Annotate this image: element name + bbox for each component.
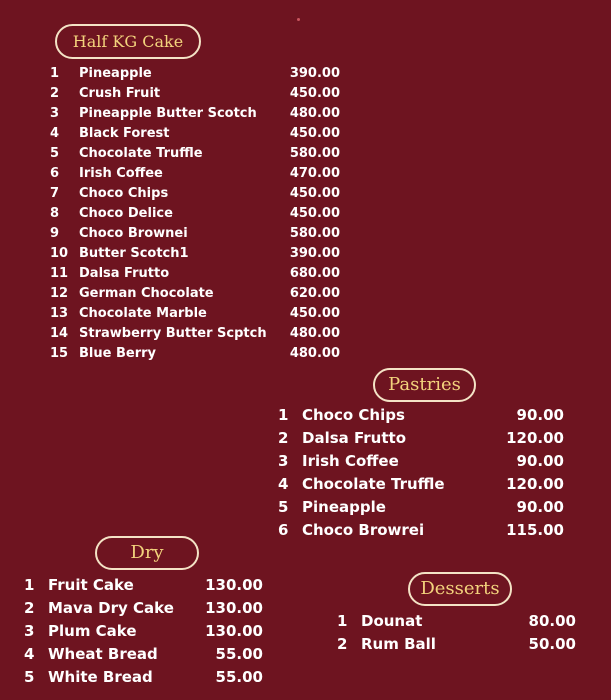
item-name: Pineapple Butter Scotch	[79, 106, 257, 121]
item-name: Black Forest	[79, 126, 170, 141]
item-name: Choco Browrei	[302, 521, 425, 539]
item-name: Choco Chips	[79, 186, 169, 201]
item-name: Pineapple	[79, 66, 152, 81]
pastries-title: Pastries	[388, 374, 461, 395]
menu-item-row	[50, 184, 340, 204]
item-number: 4	[24, 645, 35, 663]
item-name: Dalsa Frutto	[79, 266, 170, 281]
item-price: 55.00	[215, 668, 263, 686]
half-kg-cake-heading	[55, 24, 201, 59]
menu-item-row	[50, 224, 340, 244]
menu-item-row	[24, 643, 263, 666]
item-name: Chocolate Truffle	[302, 475, 445, 493]
menu-item-row	[50, 344, 340, 364]
item-price: 50.00	[528, 635, 576, 653]
item-price: 580.00	[289, 146, 340, 161]
item-price: 80.00	[528, 612, 576, 630]
menu-item-row	[278, 496, 564, 519]
menu-item-row	[50, 304, 340, 324]
item-name: Chocolate Marble	[79, 306, 207, 321]
item-price: 130.00	[205, 576, 263, 594]
item-name: Chocolate Truffle	[79, 146, 203, 161]
menu-item-row	[24, 574, 263, 597]
item-price: 450.00	[289, 86, 340, 101]
item-name: Crush Fruit	[79, 86, 161, 101]
menu-item-row	[24, 666, 263, 689]
dry-heading	[95, 536, 199, 570]
item-price: 90.00	[516, 452, 564, 470]
item-name: Rum Ball	[361, 635, 436, 653]
menu-item-row	[50, 204, 340, 224]
item-name: Pineapple	[302, 498, 386, 516]
item-number: 11	[50, 266, 69, 281]
item-number: 5	[50, 146, 60, 161]
item-price: 55.00	[215, 645, 263, 663]
item-price: 390.00	[289, 246, 340, 261]
menu-item-row	[50, 64, 340, 84]
item-price: 115.00	[506, 521, 564, 539]
item-name: Choco Brownei	[79, 226, 188, 241]
item-number: 5	[278, 498, 289, 516]
item-name: Mava Dry Cake	[48, 599, 174, 617]
item-number: 6	[50, 166, 60, 181]
menu-item-row	[50, 104, 340, 124]
item-name: Fruit Cake	[48, 576, 134, 594]
item-number: 3	[278, 452, 289, 470]
item-price: 480.00	[289, 346, 340, 361]
menu-item-row	[278, 473, 564, 496]
item-name: Irish Coffee	[302, 452, 399, 470]
item-number: 3	[24, 622, 35, 640]
item-price: 450.00	[289, 186, 340, 201]
item-name: Choco Delice	[79, 206, 173, 221]
pastries-heading	[373, 368, 476, 402]
item-number: 4	[278, 475, 289, 493]
item-price: 90.00	[516, 406, 564, 424]
item-price: 390.00	[289, 66, 340, 81]
item-price: 120.00	[506, 429, 564, 447]
item-number: 1	[50, 66, 60, 81]
menu-item-row	[278, 427, 564, 450]
item-name: Irish Coffee	[79, 166, 163, 181]
menu-item-row	[278, 404, 564, 427]
menu-item-row	[50, 284, 340, 304]
menu-item-row	[337, 610, 576, 633]
item-number: 7	[50, 186, 60, 201]
item-number: 12	[50, 286, 69, 301]
item-price: 450.00	[289, 126, 340, 141]
item-number: 2	[50, 86, 60, 101]
item-price: 450.00	[289, 306, 340, 321]
item-name: Strawberry Butter Scptch	[79, 326, 267, 341]
menu-item-row	[50, 144, 340, 164]
item-price: 580.00	[289, 226, 340, 241]
menu-item-row	[50, 324, 340, 344]
menu-item-row	[278, 519, 564, 542]
item-number: 2	[278, 429, 289, 447]
item-price: 480.00	[289, 326, 340, 341]
item-name: Blue Berry	[79, 346, 156, 361]
item-name: German Chocolate	[79, 286, 214, 301]
item-number: 6	[278, 521, 289, 539]
menu-item-row	[24, 620, 263, 643]
item-price: 470.00	[289, 166, 340, 181]
item-number: 14	[50, 326, 69, 341]
item-number: 1	[278, 406, 289, 424]
menu-item-row	[50, 264, 340, 284]
item-number: 1	[337, 612, 348, 630]
item-number: 2	[337, 635, 348, 653]
menu-item-row	[50, 124, 340, 144]
item-name: Choco Chips	[302, 406, 405, 424]
item-number: 10	[50, 246, 69, 261]
desserts-title: Desserts	[420, 578, 500, 599]
item-price: 130.00	[205, 622, 263, 640]
item-price: 680.00	[289, 266, 340, 281]
item-price: 130.00	[205, 599, 263, 617]
dry-title: Dry	[130, 542, 164, 563]
desserts-heading	[408, 572, 512, 606]
menu-item-row	[24, 597, 263, 620]
item-name: Wheat Bread	[48, 645, 158, 663]
item-number: 8	[50, 206, 60, 221]
menu-item-row	[337, 633, 576, 656]
half-kg-cake-title: Half KG Cake	[72, 32, 184, 51]
item-number: 3	[50, 106, 60, 121]
item-name: Dounat	[361, 612, 423, 630]
item-name: Dalsa Frutto	[302, 429, 406, 447]
menu-item-row	[50, 164, 340, 184]
item-number: 5	[24, 668, 35, 686]
item-price: 480.00	[289, 106, 340, 121]
item-price: 450.00	[289, 206, 340, 221]
item-name: White Bread	[48, 668, 153, 686]
item-name: Butter Scotch1	[79, 246, 189, 261]
item-price: 90.00	[516, 498, 564, 516]
menu-item-row	[278, 450, 564, 473]
item-number: 4	[50, 126, 60, 141]
menu-item-row	[50, 84, 340, 104]
item-price: 620.00	[289, 286, 340, 301]
item-number: 1	[24, 576, 35, 594]
item-price: 120.00	[506, 475, 564, 493]
decorative-dot	[297, 18, 300, 21]
item-number: 2	[24, 599, 35, 617]
item-number: 9	[50, 226, 60, 241]
menu-item-row	[50, 244, 340, 264]
item-number: 13	[50, 306, 69, 321]
item-name: Plum Cake	[48, 622, 137, 640]
item-number: 15	[50, 346, 69, 361]
